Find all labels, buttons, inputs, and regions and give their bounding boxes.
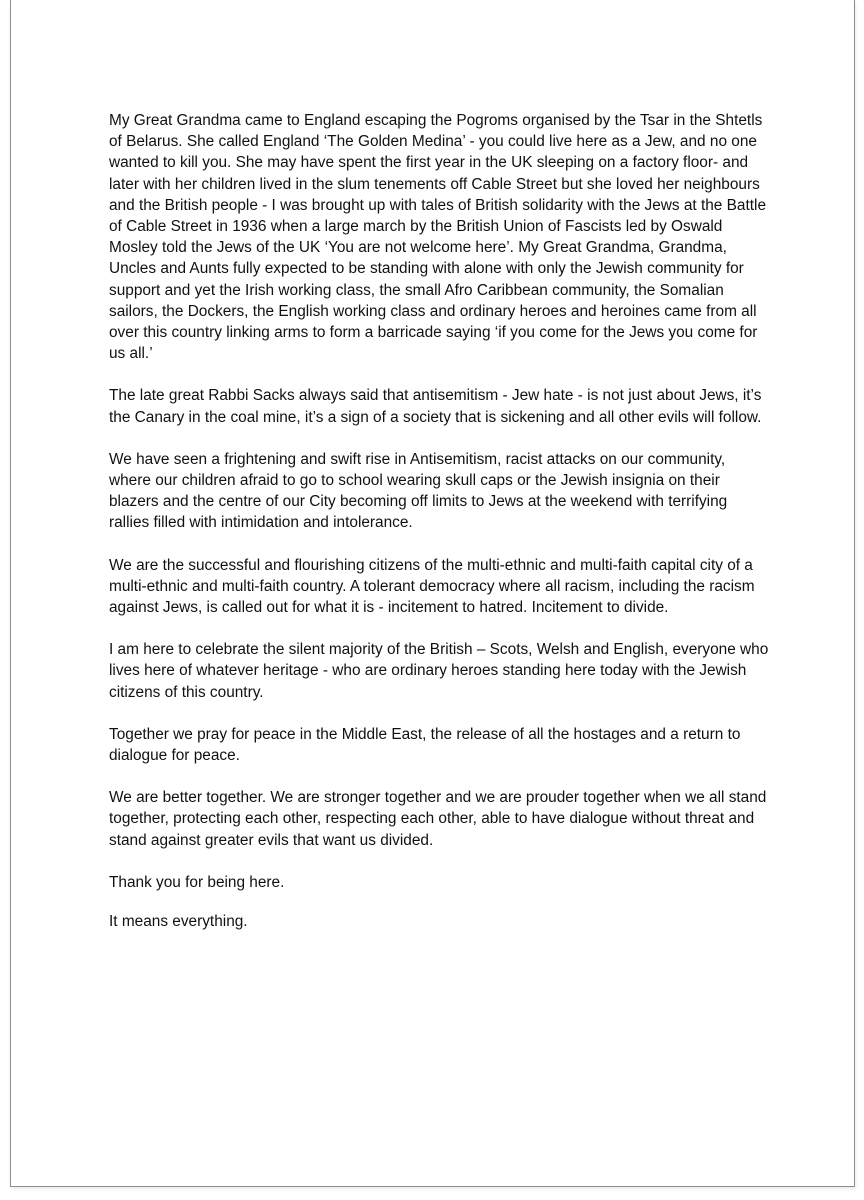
- paragraph-rabbi-sacks: The late great Rabbi Sacks always said that antisemitism - Jew hate - is not just about Jews, it’s the Canary in the coal mine, it’s a sign of a society that is sickening and all other evils will follow.: [109, 387, 762, 426]
- paragraph-multi-ethnic-city: We are the successful and flourishing citizens of the multi-ethnic and multi-faith capital city of a multi-ethnic and multi-faith country. A tolerant democracy where all racism, including the racism against Jews, is called out for what it is - incitement to hatred. Incitement to divide.: [109, 556, 755, 617]
- document-body: [109, 110, 769, 953]
- paragraph-closing: It means everything.: [109, 913, 248, 931]
- paragraph-pray-for-peace: Together we pray for peace in the Middle East, the release of all the hostages and a return to dialogue for peace.: [109, 725, 741, 765]
- paragraph-silent-majority: I am here to celebrate the silent majority of the British – Scots, Welsh and English, everyone who lives here of whatever heritage - who are ordinary heroes standing here today with the Jewish citizens of this country.: [109, 641, 769, 701]
- paragraph-better-together: We are better together. We are stronger together and we are prouder together when we all stand together, protecting each other, respecting each other, able to have dialogue without threat and stand against greater evils that want us divided.: [109, 789, 767, 849]
- document-page: [10, 0, 855, 1187]
- paragraph-thank-you: Thank you for being here.: [109, 873, 285, 891]
- paragraph-great-grandma: My Great Grandma came to England escaping the Pogroms organised by the Tsar in the Shtetls of Belarus. She called England ‘The Golden Medina’ - you could live here as a Jew, and no one wanted to kill you. She may have spent the first year in the UK sleeping on a factory floor- and later with her children lived in the slum tenements off Cable Street but she loved her neighbours and the British people - I was brought up with tales of British solidarity with the Jews at the Battle of Cable Street in 1936 when a large march by the British Union of Fascists led by Oswald Mosley told the Jews of the UK ‘You are not welcome here’. My Great Grandma, Grandma, Uncles and Aunts fully expected to be standing with alone with only the Jewish community for support and yet the Irish working class, the small Afro Caribbean community, the Somalian sailors, the Dockers, the English working class and ordinary heroes and heroines came from all over this country linking arms to form a barricade saying ‘if you come for the Jews you come for us all.’: [109, 112, 767, 363]
- paragraph-rise-in-antisemitism: We have seen a frightening and swift rise in Antisemitism, racist attacks on our community, where our children afraid to go to school wearing skull caps or the Jewish insignia on their blazers and the centre of our City becoming off limits to Jews at the weekend with terrifying rallies filled with intimidation and intolerance.: [109, 450, 728, 532]
